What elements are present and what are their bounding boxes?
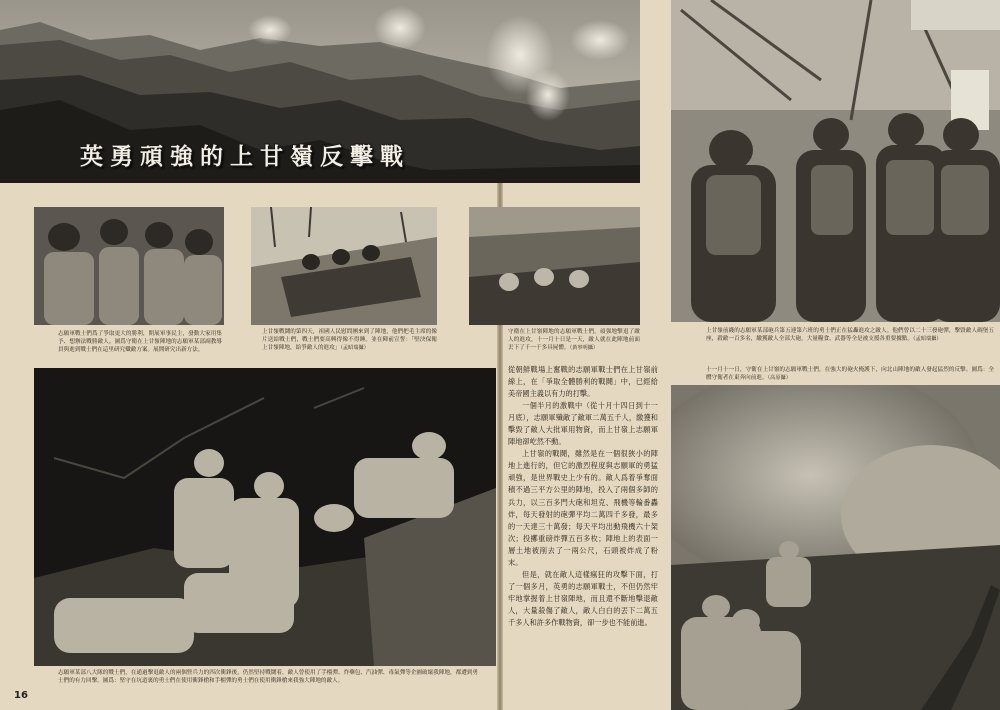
photo-4-caption [706,327,994,344]
photo-3-caption [508,328,640,354]
photo-4-caption-text: 上甘嶺前綫的志願軍某部砲兵第五連第六班的勇士們正在猛轟進攻之敵人。他們曾以二十三發砲彈，擊毀敵人碉堡五座，殺敵一百多名，繳獲敵人全部大砲，大量糧食、武器等全是被支援各重要據點。 [706,328,994,342]
photo-2-caption-text: 上甘嶺戰鬪的第四天，祖國人民慰問團來到了陣地，他們把毛主席的像片送給戰士們，戰士們要高興得像不得睡。並在陣前宣誓：「堅決保衛上甘嶺陣地，給爭敵人的進攻」 [262,329,437,351]
article-body [508,364,658,656]
photo-3-credit: （黃寧明攝） [569,345,599,351]
photo-1-caption-extra: 展開研究出新方法。 [153,347,204,353]
trench-soldiers-photo [251,207,437,325]
photo-1-caption [58,330,222,356]
photo-1-caption-text: 志願軍戰士們爲了爭取更大的勝利，開展軍事民主，發動大家用集予、想辦法戰勝敵人。圖爲守衛在上甘嶺陣地的志願軍某部副教導員與進到戰士們在這里研究殲敵方案。 [58,331,222,353]
photo-5-caption [58,669,478,703]
planning-soldiers-photo [34,207,224,325]
photo-6-credit: （高原攝） [767,375,791,381]
article-paragraph: 一個半月的激戰中（從十月十四日到十一月底），志願軍殲敵了敵軍二萬五千人，繳獲和擊毀了敵人大批軍用物資，而上甘嶺上志願軍陣地卻屹然不動。 [508,401,658,447]
photo-4-credit: （孟昭瑞攝） [912,336,942,342]
artillery-crew-photo [671,0,1000,322]
article-intro: 從朝鮮戰場上奮戰的志願軍戰士們在上甘嶺前線上，在「爭取全體勝利的戰鬪」中，已經給美帝國主義以有力的打擊。 [508,365,658,399]
photo-3-caption-text: 守衛在上甘嶺陣地的志願軍戰士們，頑强地擊退了敵人的進攻，十一月十日是一天，敵人就在此陣地前面丟下了千一千多具屍體。 [508,329,640,351]
article-paragraph: 但是，就在敵人這樣瘋狂的攻擊下面，打了一個多月，英勇的志願軍戰士，不但仍然牢牢地掌握着上甘嶺陣地，而且還不斷地擊退敵人，大量殺傷了敵人，敵人白白的丟下二萬五千多人和許多作戰物資，卻一步也不能前進。 [508,569,658,627]
photo-2-credit: （孟昭瑞攝） [340,345,369,351]
photo-6-caption [706,366,994,383]
photo-5-caption-text: 志願軍某部八大隊的戰士們，在通過擊退敵人的兩個營兵力的四次衝鋒後，仍然堅持戰鬪着，敵人曾使用了手榴彈、炸藥包、汽油彈、毒氣彈等企圖破壞我陣地，都遭到勇士們的有力回擊。圖爲：堅守在坑道裏的勇士們在使用衝鋒槍和手榴彈的勇士們在使用衝鋒槍來我強大陣地的敵人。 [58,670,478,684]
photo-6-caption-text: 十一月十一日，守衛在上甘嶺的志願軍戰士們，在強大的砲火掩護下，向北山陣地的敵人發起猛烈的反擊。圖爲：全體守衛者在東奔向前進。 [706,367,994,381]
hill-defense-photo [469,207,640,325]
page-number: 16 [14,690,28,701]
headline: 英勇頑強的上甘嶺反擊戰 [80,143,410,170]
article-paragraph: 上甘嶺的戰鬪，雖然是在一個很狹小的陣地上進行的，但它的激烈程度與志願軍的勇猛頑強，是世界戰史上少有的。敵人爲着爭奪面積不過三平方公里的陣地，投入了兩個多師的兵力，以三百多門大砲和坦克、飛機等輪番轟炸，每天發射的砲彈平均二萬四千多發，最多的一天達三十萬發；每天平均出動飛機六十架次；投擲重磅炸彈五百多枚；陣地上的表面一層土地被削去了一兩公尺，石頭被炸成了粉末。 [508,449,658,567]
photo-2-caption [262,328,437,362]
trench-combat-photo [34,368,496,666]
assault-smoke-photo [671,385,1000,710]
